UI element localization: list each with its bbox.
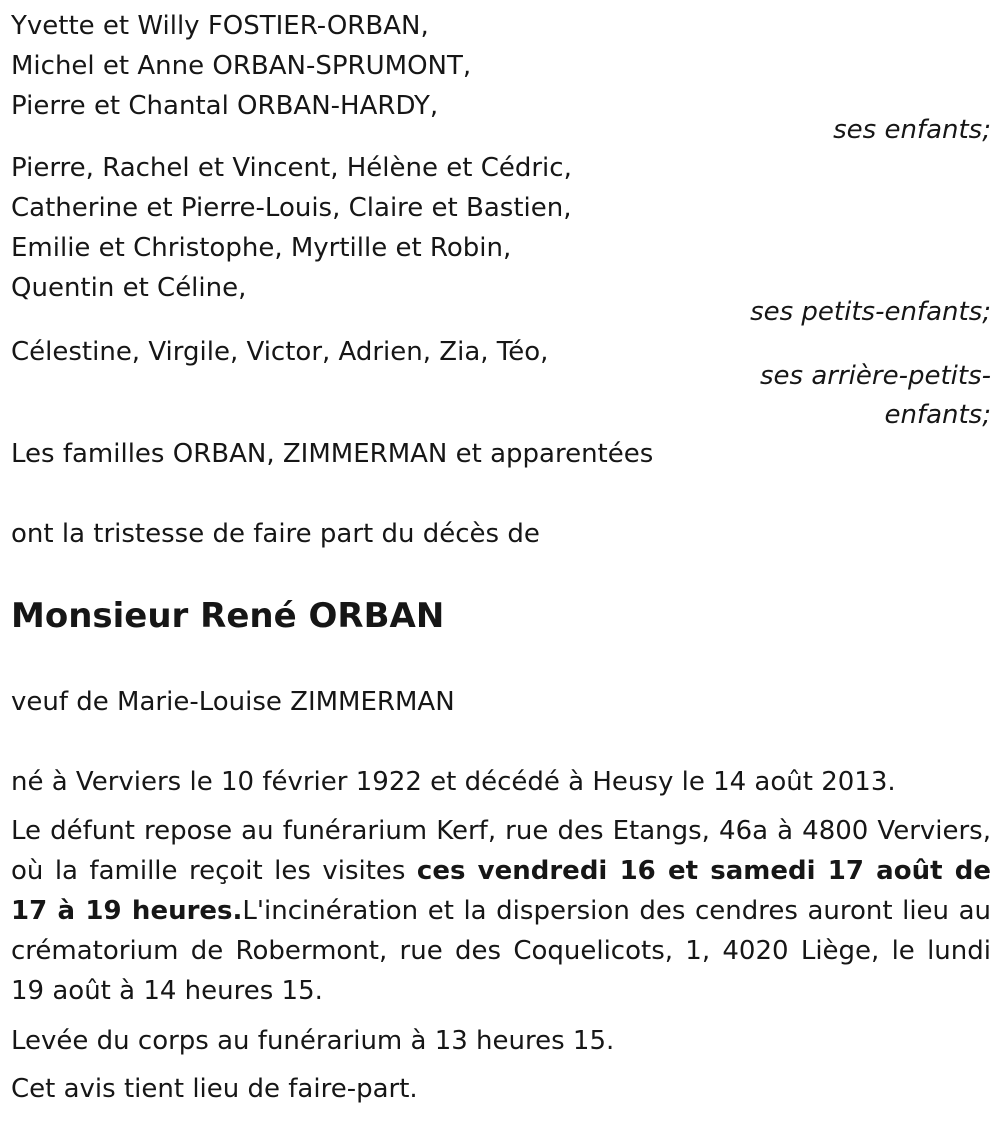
widower-line: veuf de Marie-Louise ZIMMERMAN bbox=[11, 687, 455, 717]
birth-death-line: né à Verviers le 10 février 1922 et décédé à Heusy le 14 août 2013. bbox=[11, 767, 896, 797]
children-line: Yvette et Willy FOSTIER-ORBAN, bbox=[11, 11, 429, 41]
notice-line: Cet avis tient lieu de faire-part. bbox=[11, 1074, 418, 1104]
grandchildren-role: ses petits-enfants; bbox=[750, 297, 991, 327]
great-grandchildren-role-1: ses arrière-petits- bbox=[760, 361, 991, 391]
body-lift-line: Levée du corps au funérarium à 13 heures 15. bbox=[11, 1026, 615, 1056]
funeral-paragraph bbox=[11, 811, 991, 1011]
children-role: ses enfants; bbox=[833, 115, 991, 145]
great-grandchildren-role-2: enfants; bbox=[884, 400, 991, 430]
cremation-text: L'incinération et la dispersion des cendres auront lieu au crématorium de Robermont, rue des Coquelicots, 1, 4020 Liège, le lundi 19 août à 14 heures 15. bbox=[11, 896, 991, 1006]
announcement-line: ont la tristesse de faire part du décès de bbox=[11, 519, 540, 549]
grandchildren-line: Emilie et Christophe, Myrtille et Robin, bbox=[11, 233, 512, 263]
deceased-name: Monsieur René ORBAN bbox=[11, 596, 445, 636]
children-line: Michel et Anne ORBAN-SPRUMONT, bbox=[11, 51, 472, 81]
grandchildren-line: Catherine et Pierre-Louis, Claire et Bastien, bbox=[11, 193, 572, 223]
visiting-hours: ces vendredi 16 et samedi 17 août de 17 à 19 heures. bbox=[11, 856, 992, 926]
great-grandchildren-line: Célestine, Virgile, Victor, Adrien, Zia, Téo, bbox=[11, 337, 549, 367]
grandchildren-line: Quentin et Céline, bbox=[11, 273, 247, 303]
families-line: Les familles ORBAN, ZIMMERMAN et apparentées bbox=[11, 439, 654, 469]
grandchildren-line: Pierre, Rachel et Vincent, Hélène et Cédric, bbox=[11, 153, 572, 183]
funeral-text: Le défunt repose au funérarium Kerf, rue des Etangs, 46a à 4800 Verviers, où la famille reçoit les visites bbox=[11, 816, 991, 886]
children-line: Pierre et Chantal ORBAN-HARDY, bbox=[11, 91, 439, 121]
